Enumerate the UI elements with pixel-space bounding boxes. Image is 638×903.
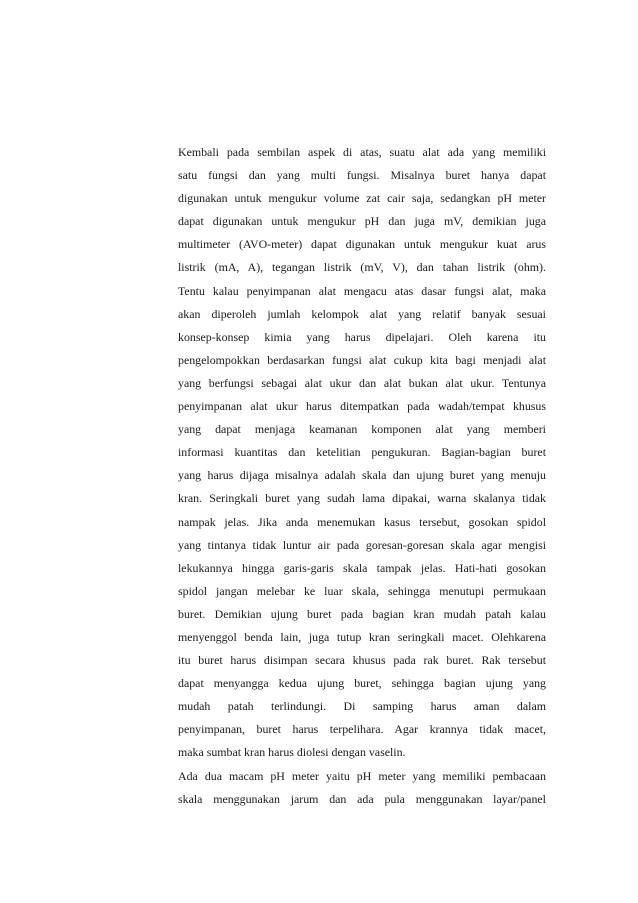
text-line: yang dapat menjaga keamanan komponen alat yang memberi xyxy=(178,422,546,437)
text-line: Tentu kalau penyimpanan alat mengacu atas dasar fungsi alat, maka xyxy=(178,283,546,298)
text-line: maka sumbat kran harus diolesi dengan vaselin. xyxy=(178,745,406,760)
text-line: dapat digunakan untuk mengukur pH dan juga mV, demikian juga xyxy=(178,214,546,229)
text-line: yang berfungsi sebagai alat ukur dan alat bukan alat ukur. Tentunya xyxy=(178,375,546,390)
text-line: multimeter (AVO-meter) dapat digunakan untuk mengukur kuat arus xyxy=(178,237,546,252)
text-line: yang tintanya tidak luntur air pada goresan-goresan skala agar mengisi xyxy=(178,537,546,552)
text-line: informasi kuantitas dan ketelitian pengukuran. Bagian-bagian buret xyxy=(178,445,546,460)
text-line: spidol jangan melebar ke luar skala, sehingga menutupi permukaan xyxy=(178,583,546,598)
paragraph-2 xyxy=(178,765,546,811)
text-line: digunakan untuk mengukur volume zat cair saja, sedangkan pH meter xyxy=(178,191,546,206)
text-line: mudah patah terlindungi. Di samping harus aman dalam xyxy=(178,699,546,714)
text-line: penyimpanan, buret harus terpelihara. Agar krannya tidak macet, xyxy=(178,722,546,737)
paragraph-1 xyxy=(178,141,546,765)
text-line: menyenggol benda lain, juga tutup kran seringkali macet. Olehkarena xyxy=(178,629,546,644)
text-line: itu buret harus disimpan secara khusus pada rak buret. Rak tersebut xyxy=(178,653,546,668)
text-line: nampak jelas. Jika anda menemukan kasus tersebut, gosokan spidol xyxy=(178,514,546,529)
text-line: Kembali pada sembilan aspek di atas, suatu alat ada yang memiliki xyxy=(178,145,546,159)
text-line: buret. Demikian ujung buret pada bagian kran mudah patah kalau xyxy=(178,606,546,621)
text-line: konsep-konsep kimia yang harus dipelajari. Oleh karena itu xyxy=(178,329,546,344)
text-line: penyimpanan alat ukur harus ditempatkan pada wadah/tempat khusus xyxy=(178,399,546,414)
text-line: pengelompokkan berdasarkan fungsi alat cukup kita bagi menjadi alat xyxy=(178,352,546,367)
text-line: listrik (mA, A), tegangan listrik (mV, V), dan tahan listrik (ohm). xyxy=(178,260,546,275)
text-line: Ada dua macam pH meter yaitu pH meter yang memiliki pembacaan xyxy=(178,769,546,783)
text-line: akan diperoleh jumlah kelompok alat yang relatif banyak sesuai xyxy=(178,306,546,321)
text-line: satu fungsi dan yang multi fungsi. Misalnya buret hanya dapat xyxy=(178,168,546,183)
text-line: skala menggunakan jarum dan ada pula menggunakan layar/panel xyxy=(178,792,546,807)
text-line: kran. Seringkali buret yang sudah lama dipakai, warna skalanya tidak xyxy=(178,491,546,506)
text-line: yang harus dijaga misalnya adalah skala dan ujung buret yang menuju xyxy=(178,468,546,483)
text-line: dapat menyangga kedua ujung buret, sehingga bagian ujung yang xyxy=(178,676,546,691)
text-line: lekukannya hingga garis-garis skala tampak jelas. Hati-hati gosokan xyxy=(178,560,546,575)
